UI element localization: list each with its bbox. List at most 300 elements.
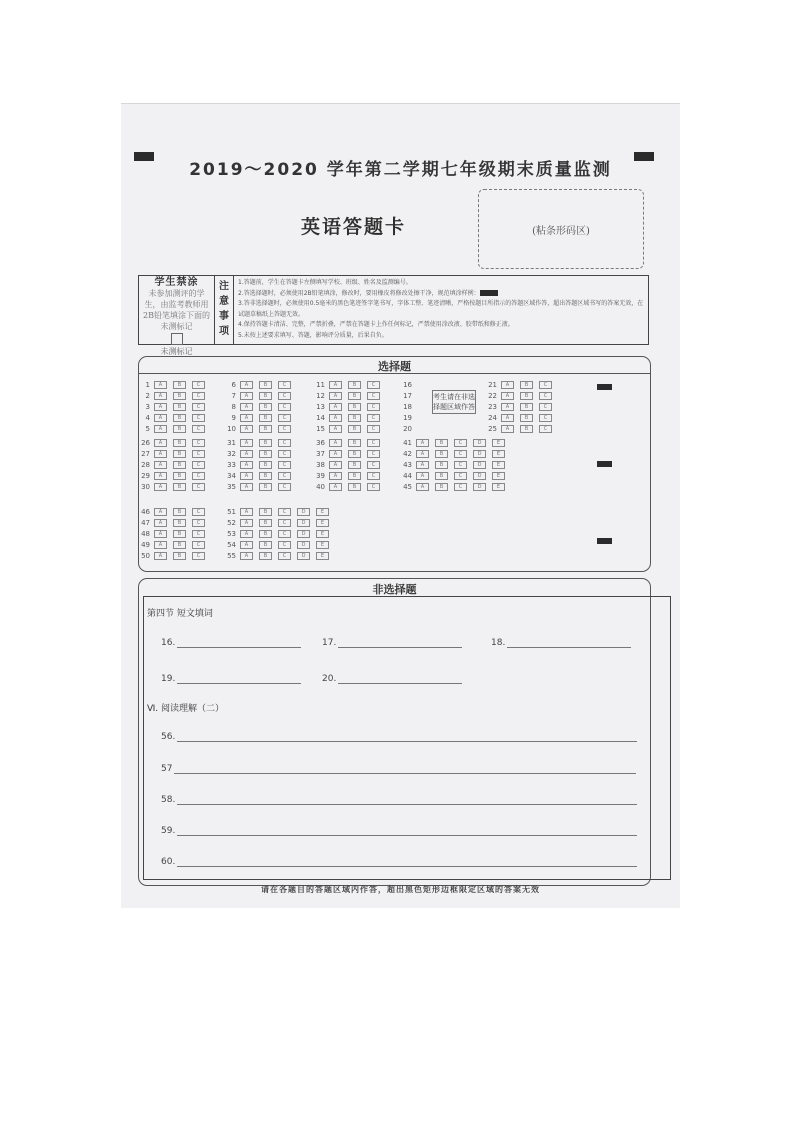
- choice-section: [138, 356, 651, 572]
- notice-list: [234, 276, 648, 344]
- option-bubble-c[interactable]: C: [192, 450, 205, 458]
- option-bubble-c[interactable]: C: [278, 472, 291, 480]
- option-bubble-a[interactable]: A: [329, 414, 342, 422]
- option-bubble-c[interactable]: C: [192, 552, 205, 560]
- option-bubble-d[interactable]: D: [473, 450, 486, 458]
- question-42: [396, 450, 511, 458]
- option-bubble-d[interactable]: D: [473, 483, 486, 491]
- option-bubble-b[interactable]: B: [348, 392, 361, 400]
- option-bubble-b[interactable]: B: [348, 381, 361, 389]
- option-bubble-a[interactable]: A: [501, 414, 514, 422]
- reading-line-59[interactable]: 59.: [161, 826, 637, 836]
- question-number: 34: [227, 472, 236, 480]
- option-bubble-a[interactable]: A: [416, 439, 429, 447]
- question-37: [309, 450, 386, 458]
- option-bubble-a[interactable]: A: [240, 530, 253, 538]
- question-46: [134, 508, 211, 516]
- question-52: [220, 519, 335, 527]
- option-bubble-e[interactable]: E: [316, 519, 329, 527]
- page-title: 2019～2020 学年第二学期七年级期末质量监测: [189, 160, 612, 180]
- question-number: 10: [227, 425, 236, 433]
- option-bubble-b[interactable]: B: [259, 461, 272, 469]
- option-bubble-d[interactable]: D: [297, 519, 310, 527]
- question-number: 44: [403, 472, 412, 480]
- question-number: 37: [316, 450, 325, 458]
- option-bubble-c[interactable]: C: [454, 450, 467, 458]
- option-bubble-e[interactable]: E: [316, 541, 329, 549]
- option-bubble-d[interactable]: D: [297, 552, 310, 560]
- no-test-label: 未测标记: [160, 347, 193, 356]
- option-bubble-a[interactable]: A: [329, 439, 342, 447]
- notice-item: 3.答非选择题时，必须使用0.5毫米的黑色笔迹签字笔书写，字体工整、笔迹清晰，严格按题目所指示的答题区域作答，超出答题区域书写的答案无效，在试题草稿纸上答题无效。: [238, 300, 644, 318]
- option-bubble-b[interactable]: B: [348, 439, 361, 447]
- question-27: [134, 450, 211, 458]
- fill-blank-18[interactable]: 18.: [491, 638, 631, 648]
- option-bubble-c[interactable]: C: [278, 450, 291, 458]
- option-bubble-c[interactable]: C: [192, 403, 205, 411]
- question-number: 7: [231, 392, 236, 400]
- option-bubble-c[interactable]: C: [367, 392, 380, 400]
- question-11: [309, 381, 386, 389]
- option-bubble-a[interactable]: A: [501, 425, 514, 433]
- reading-line-58[interactable]: 58.: [161, 795, 637, 805]
- notice-item: 5.未按上述要求填写、答题，影响评分质量，后果自负。: [238, 331, 388, 339]
- option-bubble-d[interactable]: D: [297, 530, 310, 538]
- option-bubble-c[interactable]: C: [367, 472, 380, 480]
- option-bubble-b[interactable]: B: [173, 392, 186, 400]
- option-bubble-b[interactable]: B: [259, 392, 272, 400]
- fill-blank-16[interactable]: 16.: [161, 638, 301, 648]
- option-bubble-a[interactable]: A: [240, 381, 253, 389]
- question-number: 33: [227, 461, 236, 469]
- question-number: 2: [145, 392, 150, 400]
- option-bubble-d[interactable]: D: [297, 508, 310, 516]
- option-bubble-c[interactable]: C: [454, 483, 467, 491]
- option-bubble-b[interactable]: B: [259, 519, 272, 527]
- option-bubble-a[interactable]: A: [329, 381, 342, 389]
- question-number: 30: [141, 483, 150, 491]
- option-bubble-a[interactable]: A: [240, 541, 253, 549]
- question-35: [220, 483, 297, 491]
- noncchoice-hint: 考生请在非选择题区域作答: [432, 390, 476, 414]
- question-12: [309, 392, 386, 400]
- option-bubble-c[interactable]: C: [367, 381, 380, 389]
- question-33: [220, 461, 297, 469]
- question-number: 24: [488, 414, 497, 422]
- option-bubble-c[interactable]: C: [192, 508, 205, 516]
- no-test-checkbox[interactable]: [171, 333, 183, 345]
- barcode-label: (粘条形码区): [532, 225, 590, 237]
- option-bubble-c[interactable]: C: [192, 461, 205, 469]
- fill-blank-20[interactable]: 20.: [322, 674, 462, 684]
- question-17: [396, 392, 416, 400]
- question-53: [220, 530, 335, 538]
- option-bubble-c[interactable]: C: [367, 414, 380, 422]
- option-bubble-a[interactable]: A: [501, 381, 514, 389]
- option-bubble-a[interactable]: A: [240, 439, 253, 447]
- question-number: 27: [141, 450, 150, 458]
- option-bubble-e[interactable]: E: [492, 472, 505, 480]
- option-bubble-b[interactable]: B: [173, 425, 186, 433]
- option-bubble-b[interactable]: B: [520, 425, 533, 433]
- question-number: 39: [316, 472, 325, 480]
- option-bubble-a[interactable]: A: [240, 392, 253, 400]
- option-bubble-a[interactable]: A: [329, 472, 342, 480]
- question-49: [134, 541, 211, 549]
- option-bubble-c[interactable]: C: [278, 414, 291, 422]
- option-bubble-b[interactable]: B: [259, 541, 272, 549]
- option-bubble-a[interactable]: A: [154, 472, 167, 480]
- question-number: 13: [316, 403, 325, 411]
- question-number: 17: [403, 392, 412, 400]
- option-bubble-a[interactable]: A: [416, 450, 429, 458]
- option-bubble-c[interactable]: C: [539, 392, 552, 400]
- option-bubble-a[interactable]: A: [240, 508, 253, 516]
- option-bubble-a[interactable]: A: [154, 450, 167, 458]
- option-bubble-c[interactable]: C: [278, 439, 291, 447]
- option-bubble-b[interactable]: B: [435, 483, 448, 491]
- option-bubble-a[interactable]: A: [329, 461, 342, 469]
- question-number: 8: [231, 403, 236, 411]
- question-number: 50: [141, 552, 150, 560]
- option-bubble-b[interactable]: B: [259, 450, 272, 458]
- option-bubble-b[interactable]: B: [520, 414, 533, 422]
- option-bubble-c[interactable]: C: [278, 508, 291, 516]
- option-bubble-b[interactable]: B: [173, 519, 186, 527]
- question-4: [134, 414, 211, 422]
- option-bubble-b[interactable]: B: [259, 425, 272, 433]
- question-number: 18: [403, 403, 412, 411]
- option-bubble-c[interactable]: C: [192, 381, 205, 389]
- option-bubble-b[interactable]: B: [520, 381, 533, 389]
- option-bubble-b[interactable]: B: [173, 472, 186, 480]
- option-bubble-a[interactable]: A: [240, 425, 253, 433]
- question-39: [309, 472, 386, 480]
- option-bubble-a[interactable]: A: [154, 439, 167, 447]
- question-32: [220, 450, 297, 458]
- option-bubble-a[interactable]: A: [154, 519, 167, 527]
- option-bubble-a[interactable]: A: [240, 450, 253, 458]
- option-bubble-c[interactable]: C: [367, 439, 380, 447]
- fill-sample-icon: [480, 290, 498, 296]
- option-bubble-b[interactable]: B: [348, 483, 361, 491]
- option-bubble-b[interactable]: B: [348, 403, 361, 411]
- option-bubble-b[interactable]: B: [173, 450, 186, 458]
- option-bubble-b[interactable]: B: [435, 439, 448, 447]
- question-30: [134, 483, 211, 491]
- option-bubble-c[interactable]: C: [278, 403, 291, 411]
- question-14: [309, 414, 386, 422]
- question-number: 48: [141, 530, 150, 538]
- option-bubble-d[interactable]: D: [473, 439, 486, 447]
- question-3: [134, 403, 211, 411]
- question-21: [481, 381, 558, 389]
- option-bubble-d[interactable]: D: [297, 541, 310, 549]
- option-bubble-b[interactable]: B: [259, 552, 272, 560]
- fill-blank-19[interactable]: 19.: [161, 674, 301, 684]
- option-bubble-a[interactable]: A: [240, 552, 253, 560]
- question-number: 12: [316, 392, 325, 400]
- option-bubble-b[interactable]: B: [259, 414, 272, 422]
- option-bubble-c[interactable]: C: [278, 381, 291, 389]
- option-bubble-b[interactable]: B: [435, 461, 448, 469]
- question-2: [134, 392, 211, 400]
- option-bubble-a[interactable]: A: [154, 508, 167, 516]
- option-bubble-a[interactable]: A: [240, 461, 253, 469]
- question-47: [134, 519, 211, 527]
- option-bubble-b[interactable]: B: [259, 508, 272, 516]
- option-bubble-b[interactable]: B: [173, 508, 186, 516]
- question-number: 35: [227, 483, 236, 491]
- option-bubble-a[interactable]: A: [240, 472, 253, 480]
- option-bubble-a[interactable]: A: [154, 483, 167, 491]
- part6-label: Ⅵ. 阅读理解（二）: [147, 704, 225, 714]
- option-bubble-a[interactable]: A: [329, 483, 342, 491]
- question-1: [134, 381, 211, 389]
- option-bubble-a[interactable]: A: [154, 403, 167, 411]
- option-bubble-a[interactable]: A: [416, 461, 429, 469]
- option-bubble-b[interactable]: B: [173, 403, 186, 411]
- question-number: 47: [141, 519, 150, 527]
- option-bubble-a[interactable]: A: [240, 519, 253, 527]
- option-bubble-c[interactable]: C: [278, 461, 291, 469]
- option-bubble-c[interactable]: C: [192, 392, 205, 400]
- option-bubble-e[interactable]: E: [492, 439, 505, 447]
- option-bubble-c[interactable]: C: [192, 530, 205, 538]
- question-28: [134, 461, 211, 469]
- question-19: [396, 414, 416, 422]
- reading-line-57[interactable]: 57: [161, 764, 636, 774]
- question-number: 53: [227, 530, 236, 538]
- option-bubble-a[interactable]: A: [329, 392, 342, 400]
- option-bubble-b[interactable]: B: [259, 403, 272, 411]
- question-24: [481, 414, 558, 422]
- option-bubble-a[interactable]: A: [501, 403, 514, 411]
- option-bubble-e[interactable]: E: [316, 508, 329, 516]
- question-48: [134, 530, 211, 538]
- question-number: 16: [403, 381, 412, 389]
- option-bubble-b[interactable]: B: [173, 381, 186, 389]
- option-bubble-b[interactable]: B: [173, 483, 186, 491]
- option-bubble-b[interactable]: B: [173, 541, 186, 549]
- option-bubble-a[interactable]: A: [240, 483, 253, 491]
- option-bubble-c[interactable]: C: [192, 541, 205, 549]
- question-9: [220, 414, 297, 422]
- option-bubble-c[interactable]: C: [192, 414, 205, 422]
- option-bubble-c[interactable]: C: [454, 461, 467, 469]
- option-bubble-b[interactable]: B: [259, 381, 272, 389]
- option-bubble-b[interactable]: B: [348, 461, 361, 469]
- question-number: 40: [316, 483, 325, 491]
- option-bubble-b[interactable]: B: [435, 450, 448, 458]
- question-16: [396, 381, 416, 389]
- question-50: [134, 552, 211, 560]
- option-bubble-a[interactable]: A: [240, 414, 253, 422]
- option-bubble-c[interactable]: C: [367, 403, 380, 411]
- option-bubble-c[interactable]: C: [539, 381, 552, 389]
- question-41: [396, 439, 511, 447]
- question-number: 3: [145, 403, 150, 411]
- question-36: [309, 439, 386, 447]
- option-bubble-c[interactable]: C: [367, 483, 380, 491]
- option-bubble-a[interactable]: A: [329, 425, 342, 433]
- notice-label: 注意事项: [215, 276, 234, 344]
- option-bubble-c[interactable]: C: [278, 541, 291, 549]
- answer-sheet: [121, 103, 680, 908]
- option-bubble-b[interactable]: B: [259, 530, 272, 538]
- question-13: [309, 403, 386, 411]
- option-bubble-a[interactable]: A: [154, 381, 167, 389]
- option-bubble-d[interactable]: D: [473, 461, 486, 469]
- option-bubble-a[interactable]: A: [329, 450, 342, 458]
- option-bubble-e[interactable]: E: [316, 552, 329, 560]
- option-bubble-a[interactable]: A: [154, 530, 167, 538]
- option-bubble-e[interactable]: E: [492, 483, 505, 491]
- option-bubble-b[interactable]: B: [348, 414, 361, 422]
- option-bubble-b[interactable]: B: [173, 552, 186, 560]
- option-bubble-c[interactable]: C: [454, 439, 467, 447]
- no-test-title: 学生禁涂: [154, 277, 199, 288]
- option-bubble-c[interactable]: C: [192, 425, 205, 433]
- option-bubble-c[interactable]: C: [539, 425, 552, 433]
- question-number: 9: [231, 414, 236, 422]
- question-number: 42: [403, 450, 412, 458]
- question-25: [481, 425, 558, 433]
- question-number: 45: [403, 483, 412, 491]
- choice-title: 选择题: [378, 360, 411, 373]
- option-bubble-c[interactable]: C: [367, 461, 380, 469]
- question-number: 21: [488, 381, 497, 389]
- question-number: 38: [316, 461, 325, 469]
- option-bubble-b[interactable]: B: [435, 472, 448, 480]
- option-bubble-c[interactable]: C: [192, 472, 205, 480]
- question-10: [220, 425, 297, 433]
- option-bubble-a[interactable]: A: [154, 461, 167, 469]
- option-bubble-a[interactable]: A: [240, 403, 253, 411]
- option-bubble-c[interactable]: C: [192, 439, 205, 447]
- question-number: 55: [227, 552, 236, 560]
- option-bubble-a[interactable]: A: [154, 541, 167, 549]
- question-23: [481, 403, 558, 411]
- option-bubble-c[interactable]: C: [278, 483, 291, 491]
- question-6: [220, 381, 297, 389]
- question-number: 11: [316, 381, 325, 389]
- option-bubble-a[interactable]: A: [154, 425, 167, 433]
- question-number: 26: [141, 439, 150, 447]
- notice-item: 2.答选择题时，必须使用2B铅笔填涂，修改时，要用橡皮将修改处擦干净，规范填涂样例：: [238, 289, 644, 300]
- notice-item: 4.保持答题卡清洁、完整，严禁折叠，严禁在答题卡上作任何标记，严禁使用涂改液、胶带纸和修正液。: [238, 321, 514, 329]
- question-number: 1: [145, 381, 150, 389]
- question-45: [396, 483, 511, 491]
- question-number: 52: [227, 519, 236, 527]
- question-number: 28: [141, 461, 150, 469]
- option-bubble-b[interactable]: B: [259, 439, 272, 447]
- option-bubble-b[interactable]: B: [259, 472, 272, 480]
- question-number: 23: [488, 403, 497, 411]
- option-bubble-c[interactable]: C: [192, 483, 205, 491]
- question-number: 4: [145, 414, 150, 422]
- option-bubble-c[interactable]: C: [539, 403, 552, 411]
- question-54: [220, 541, 335, 549]
- option-bubble-b[interactable]: B: [173, 439, 186, 447]
- question-8: [220, 403, 297, 411]
- option-bubble-a[interactable]: A: [154, 392, 167, 400]
- option-bubble-c[interactable]: C: [278, 425, 291, 433]
- option-bubble-c[interactable]: C: [278, 519, 291, 527]
- question-number: 32: [227, 450, 236, 458]
- question-number: 15: [316, 425, 325, 433]
- question-number: 5: [145, 425, 150, 433]
- option-bubble-b[interactable]: B: [348, 472, 361, 480]
- question-number: 31: [227, 439, 236, 447]
- reading-line-56[interactable]: 56.: [161, 732, 637, 742]
- reading-line-60[interactable]: 60.: [161, 857, 637, 867]
- option-bubble-c[interactable]: C: [278, 552, 291, 560]
- question-number: 41: [403, 439, 412, 447]
- option-bubble-b[interactable]: B: [520, 403, 533, 411]
- option-bubble-b[interactable]: B: [173, 414, 186, 422]
- option-bubble-a[interactable]: A: [154, 414, 167, 422]
- notice-item: 1.答题前，学生在答题卡左侧填写学校、班级、姓名及监测编号。: [238, 279, 412, 286]
- question-55: [220, 552, 335, 560]
- barcode-area: [478, 189, 644, 269]
- fill-blank-17[interactable]: 17.: [322, 638, 462, 648]
- option-bubble-c[interactable]: C: [367, 450, 380, 458]
- option-bubble-b[interactable]: B: [520, 392, 533, 400]
- option-bubble-c[interactable]: C: [454, 472, 467, 480]
- question-22: [481, 392, 558, 400]
- no-test-text: 未参加测评的学生，由监考教师用2B铅笔填涂下面的未测标记: [143, 289, 210, 331]
- option-bubble-c[interactable]: C: [278, 392, 291, 400]
- question-40: [309, 483, 386, 491]
- option-bubble-b[interactable]: B: [173, 530, 186, 538]
- question-34: [220, 472, 297, 480]
- option-bubble-c[interactable]: C: [539, 414, 552, 422]
- option-bubble-b[interactable]: B: [173, 461, 186, 469]
- question-number: 36: [316, 439, 325, 447]
- no-test-panel: [139, 276, 215, 356]
- option-bubble-b[interactable]: B: [259, 483, 272, 491]
- option-bubble-d[interactable]: D: [473, 472, 486, 480]
- question-number: 43: [403, 461, 412, 469]
- timing-mark: [597, 538, 612, 544]
- option-bubble-a[interactable]: A: [416, 483, 429, 491]
- option-bubble-c[interactable]: C: [367, 425, 380, 433]
- timing-mark: [597, 461, 612, 467]
- option-bubble-a[interactable]: A: [416, 472, 429, 480]
- part4-label: 第四节 短文填词: [147, 609, 213, 619]
- question-26: [134, 439, 211, 447]
- option-bubble-b[interactable]: B: [348, 450, 361, 458]
- question-15: [309, 425, 386, 433]
- question-18: [396, 403, 416, 411]
- option-bubble-a[interactable]: A: [329, 403, 342, 411]
- option-bubble-a[interactable]: A: [154, 552, 167, 560]
- option-bubble-b[interactable]: B: [348, 425, 361, 433]
- instructions-box: [138, 275, 649, 356]
- option-bubble-e[interactable]: E: [492, 461, 505, 469]
- question-number: 51: [227, 508, 236, 516]
- question-5: [134, 425, 211, 433]
- option-bubble-e[interactable]: E: [492, 450, 505, 458]
- option-bubble-c[interactable]: C: [278, 530, 291, 538]
- question-7: [220, 392, 297, 400]
- option-bubble-a[interactable]: A: [501, 392, 514, 400]
- divider: [139, 373, 650, 374]
- option-bubble-c[interactable]: C: [192, 519, 205, 527]
- option-bubble-e[interactable]: E: [316, 530, 329, 538]
- question-number: 20: [403, 425, 412, 433]
